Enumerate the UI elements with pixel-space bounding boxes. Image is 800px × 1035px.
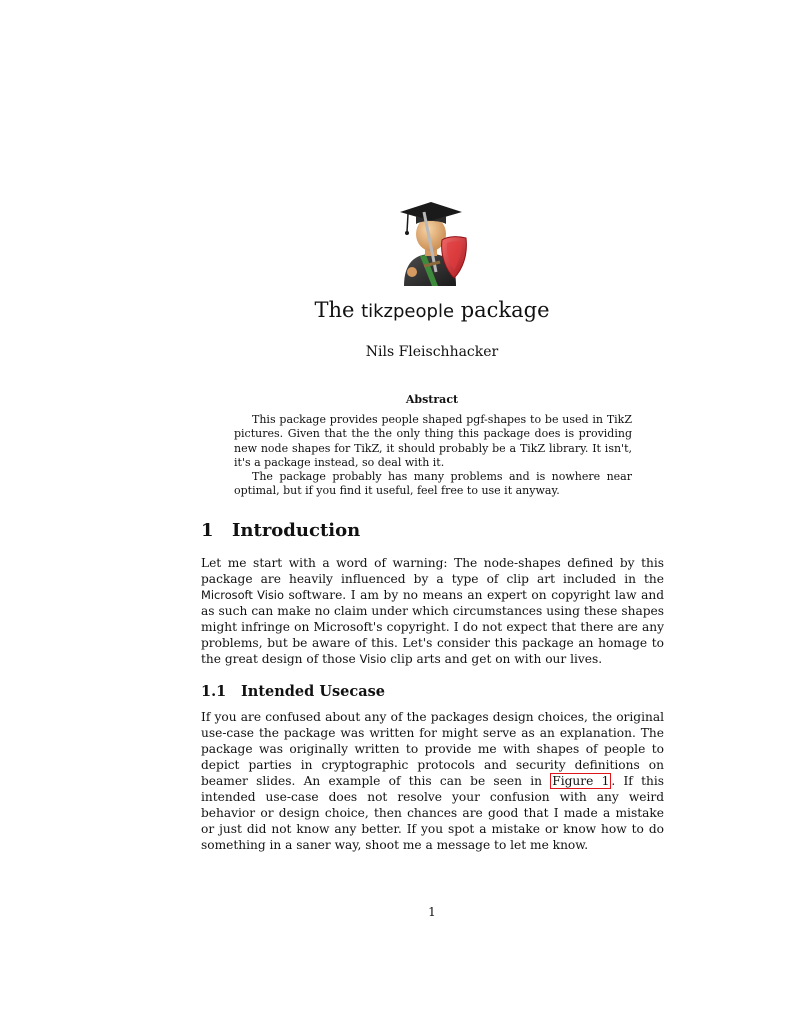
title-suffix: package (454, 298, 550, 322)
introduction-paragraph (201, 555, 664, 667)
intro-text-part-1: Let me start with a word of warning: The node-shapes defined by this package are heavily influenced by a type of clip art included in the (201, 556, 664, 586)
abstract-heading: Abstract (405, 393, 459, 406)
section-heading-introduction (201, 519, 360, 543)
section-number: 1 (201, 520, 214, 541)
abstract-paragraph-2: The package probably has many problems and is nowhere near optimal, but if you find it useful, feel free to use it anyway. (234, 470, 632, 498)
page-number: 1 (428, 905, 436, 919)
author-name: Nils Fleischhacker (365, 344, 499, 360)
subsection-title: Intended Usecase (241, 683, 385, 700)
graduate-person-with-shield-icon (398, 200, 470, 286)
product-name-microsoft-visio: Microsoft Visio (201, 588, 284, 602)
section-title: Introduction (232, 520, 361, 541)
document-title (0, 296, 800, 326)
subsection-heading-intended-usecase (201, 682, 385, 702)
title-package-name: tikzpeople (361, 301, 455, 322)
title-prefix: The (314, 298, 362, 322)
usecase-text-part-2: . If this intended use-case does not resolve your confusion with any weird behavior or design choice, then chances are good that I made a mistake or just did not know any better. If you spot a mistake or know how to do something in a saner way, shoot me a message to let me know. (201, 774, 664, 852)
product-name-visio: Visio (359, 652, 387, 666)
usecase-text-part-1: If you are confused about any of the packages design choices, the original use-case the package was written for might serve as an explanation. The package was originally written to provide me with shapes of people to depict parties in cryptographic protocols and security definitions on beamer slides. An example of this can be seen in (201, 710, 664, 788)
usecase-paragraph (201, 709, 664, 853)
intro-text-part-3: clip arts and get on with our lives. (386, 652, 603, 666)
abstract-paragraph-1: This package provides people shaped pgf-shapes to be used in TikZ pictures. Given that the the only thing this package does is providing new node shapes for TikZ, it should probably be a TikZ library. It isn't, it's a package instead, so deal with it. (234, 413, 632, 470)
intro-text-part-2: software. I am by no means an expert on copyright law and as such can make no claim under which circumstances using these shapes might infringe on Microsoft's copyright. I do not expect that there are any problems, but be aware of this. Let's consider this package an homage to the great design of those (201, 588, 665, 666)
figure-1-link[interactable]: Figure 1 (552, 774, 610, 788)
subsection-number: 1.1 (201, 683, 227, 700)
